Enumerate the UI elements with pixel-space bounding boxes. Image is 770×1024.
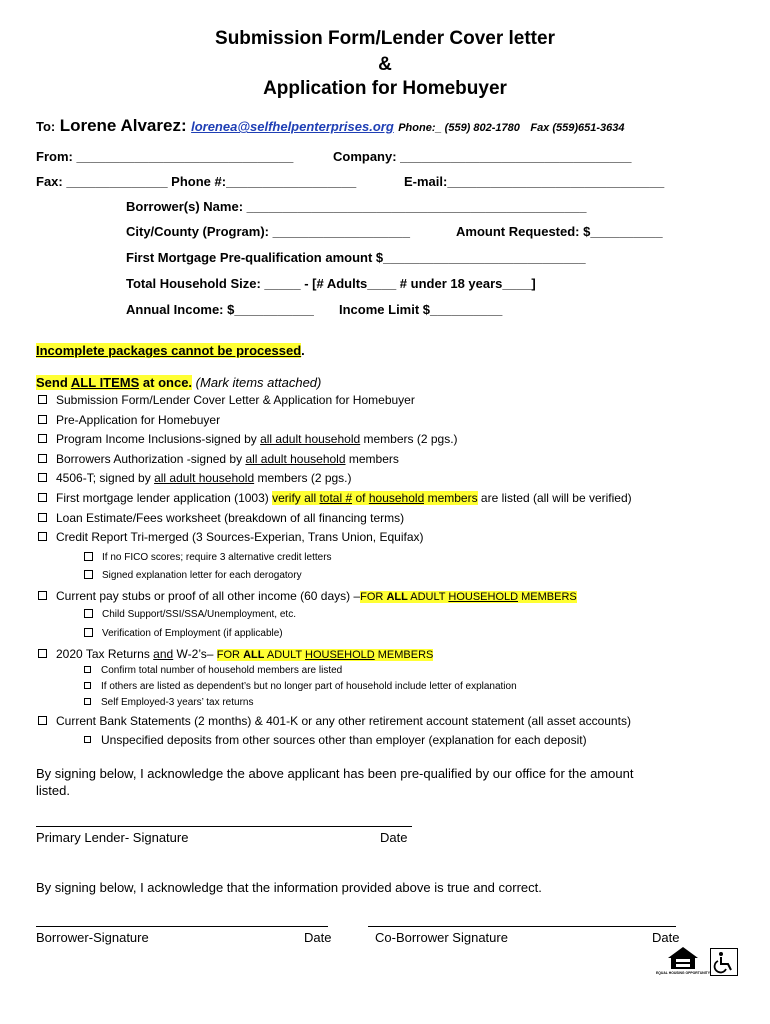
borrower-date-label: Date bbox=[304, 930, 332, 945]
checklist-item-highlight: HOUSEHOLD bbox=[305, 649, 375, 661]
checkbox[interactable] bbox=[84, 628, 93, 637]
checklist-item-emphasis: all adult household bbox=[260, 432, 361, 446]
checklist-item-label: are listed (all will be verified) bbox=[477, 491, 632, 505]
checklist-subitem-label: Confirm total number of household members are listed bbox=[101, 665, 343, 676]
equal-housing-icon bbox=[655, 945, 711, 979]
checkbox[interactable] bbox=[38, 716, 47, 725]
checklist-subitem bbox=[84, 697, 253, 708]
checklist-item-highlight: HOUSEHOLD bbox=[448, 591, 519, 603]
checklist-subitem-label: Unspecified deposits from other sources other than employer (explanation for each deposit) bbox=[101, 733, 587, 747]
checklist-item-highlight: ALL bbox=[386, 591, 408, 603]
checklist-item-label: members (2 pgs.) bbox=[254, 471, 352, 485]
recipient-name: Lorene Alvarez: bbox=[59, 116, 187, 135]
checklist-item bbox=[38, 589, 577, 603]
checklist-subitem bbox=[84, 665, 342, 676]
checklist-item bbox=[38, 491, 632, 505]
checklist-item bbox=[38, 530, 423, 544]
checklist-item-highlight: ADULT bbox=[264, 649, 306, 661]
checklist-item-highlight: ADULT bbox=[407, 591, 449, 603]
checklist-item-label: Loan Estimate/Fees worksheet (breakdown of all financing terms) bbox=[56, 511, 405, 525]
checkbox[interactable] bbox=[84, 736, 91, 743]
annual-income-field[interactable]: Annual Income: $___________ bbox=[126, 302, 314, 317]
checkbox[interactable] bbox=[84, 682, 91, 689]
checklist-subitem bbox=[84, 609, 296, 620]
checkbox[interactable] bbox=[38, 454, 47, 463]
checklist-item-highlight: total # bbox=[319, 491, 353, 505]
checkbox[interactable] bbox=[38, 513, 47, 522]
title-line-3: Application for Homebuyer bbox=[263, 78, 507, 99]
accessibility-icon bbox=[710, 948, 738, 976]
checklist-item-label: W-2’s– bbox=[173, 647, 217, 661]
recipient-email-link[interactable]: lorenea@selfhelpenterprises.org bbox=[191, 119, 394, 134]
lender-date-label: Date bbox=[380, 830, 408, 845]
lender-signature-line[interactable] bbox=[36, 826, 412, 827]
checklist-subitem-label: Verification of Employment (if applicable) bbox=[102, 628, 283, 639]
checklist-item bbox=[38, 413, 220, 427]
checklist-subitem-label: Signed explanation letter for each derogatory bbox=[102, 570, 302, 581]
checklist-item-emphasis: and bbox=[153, 647, 174, 661]
incomplete-notice-text: Incomplete packages cannot be processed bbox=[36, 343, 302, 358]
checklist-item bbox=[38, 511, 404, 525]
checklist-subitem bbox=[84, 681, 517, 692]
checkbox[interactable] bbox=[38, 649, 47, 658]
income-limit-field[interactable]: Income Limit $__________ bbox=[339, 302, 503, 317]
checklist-item-label: members (2 pgs.) bbox=[360, 432, 458, 446]
checkbox[interactable] bbox=[38, 434, 47, 443]
title-line-2: & bbox=[378, 54, 392, 75]
checklist-item bbox=[38, 393, 415, 407]
checklist-item-highlight: members bbox=[424, 491, 478, 505]
title-line-1: Submission Form/Lender Cover letter bbox=[215, 28, 555, 49]
checklist-item-label: Program Income Inclusions-signed by bbox=[56, 432, 261, 446]
primary-lender-label: Primary Lender- Signature bbox=[36, 830, 189, 845]
to-line bbox=[36, 116, 625, 136]
checkbox[interactable] bbox=[38, 493, 47, 502]
incomplete-notice-period: . bbox=[301, 343, 305, 358]
checklist-item bbox=[38, 452, 399, 466]
checkbox[interactable] bbox=[38, 532, 47, 541]
checklist-item-emphasis: all adult household bbox=[154, 471, 255, 485]
checkbox[interactable] bbox=[84, 666, 91, 673]
checklist-subitem-label: If others are listed as dependent’s but no longer part of household include letter of explanation bbox=[101, 681, 517, 692]
checklist-item-emphasis: all adult household bbox=[245, 452, 346, 466]
checklist-item-highlight: ALL bbox=[243, 649, 265, 661]
checklist-item-label: members bbox=[345, 452, 399, 466]
checklist-item-highlight: MEMBERS bbox=[374, 649, 434, 661]
checklist-subitem-label: Self Employed-3 years’ tax returns bbox=[101, 697, 254, 708]
checklist-item-label: 2020 Tax Returns bbox=[56, 647, 154, 661]
checklist-subitem bbox=[84, 733, 587, 747]
acknowledgement-lender-cont: listed. bbox=[36, 783, 70, 798]
checklist-item bbox=[38, 647, 433, 661]
borrower-signature-label: Borrower-Signature bbox=[36, 930, 149, 945]
fax-phone-field[interactable]: Fax: ______________ Phone #:__________________ bbox=[36, 174, 357, 189]
equal-housing-text: EQUAL HOUSING OPPORTUNITY bbox=[655, 971, 711, 975]
checkbox[interactable] bbox=[84, 609, 93, 618]
from-field[interactable]: From: ______________________________ bbox=[36, 149, 294, 164]
checklist-item bbox=[38, 471, 352, 485]
checklist-item bbox=[38, 714, 631, 728]
mark-items-text: (Mark items attached) bbox=[192, 375, 322, 390]
checklist-item-label: First mortgage lender application (1003) bbox=[56, 491, 273, 505]
send-text-a: Send bbox=[36, 375, 71, 390]
checklist-subitem bbox=[84, 628, 283, 639]
household-size-field[interactable]: Total Household Size: _____ - [# Adults____ # under 18 years____] bbox=[126, 276, 536, 291]
checklist-item-label: Current Bank Statements (2 months) & 401-K or any other retirement account statement (all asset accounts) bbox=[56, 714, 631, 728]
checklist-item-label: 4506-T; signed by bbox=[56, 471, 155, 485]
checkbox[interactable] bbox=[38, 473, 47, 482]
checkbox[interactable] bbox=[84, 570, 93, 579]
checklist-item-highlight: of bbox=[352, 491, 369, 505]
amount-requested-field[interactable]: Amount Requested: $__________ bbox=[456, 224, 663, 239]
to-label: To: bbox=[36, 119, 56, 134]
checklist-item-label: Credit Report Tri-merged (3 Sources-Experian, Trans Union, Equifax) bbox=[56, 530, 424, 544]
checkbox[interactable] bbox=[38, 395, 47, 404]
send-text-c: at once. bbox=[139, 375, 193, 390]
checklist-subitem-label: Child Support/SSI/SSA/Unemployment, etc. bbox=[102, 609, 296, 620]
send-all-notice bbox=[36, 375, 321, 390]
checklist-item-label: Submission Form/Lender Cover Letter & Application for Homebuyer bbox=[56, 393, 415, 407]
recipient-fax: Fax (559)651-3634 bbox=[530, 122, 625, 134]
checklist-subitem bbox=[84, 552, 332, 563]
acknowledgement-lender: By signing below, I acknowledge the above applicant has been pre-qualified by our office for the amount bbox=[36, 766, 634, 781]
first-mortgage-field[interactable]: First Mortgage Pre-qualification amount $____________________________ bbox=[126, 250, 586, 265]
checklist-subitem bbox=[84, 570, 302, 581]
coborrower-signature-label: Co-Borrower Signature bbox=[375, 930, 508, 945]
coborrower-signature-line[interactable] bbox=[368, 926, 676, 927]
coborrower-date-label: Date bbox=[652, 930, 680, 945]
checkbox[interactable] bbox=[38, 591, 47, 600]
checklist-item-highlight: MEMBERS bbox=[518, 591, 577, 603]
checkbox[interactable] bbox=[84, 552, 93, 561]
send-text-b: ALL ITEMS bbox=[70, 375, 140, 390]
borrowers-name-field[interactable]: Borrower(s) Name: _______________________________________________ bbox=[126, 199, 587, 214]
incomplete-notice bbox=[36, 343, 305, 358]
recipient-phone: Phone:_ (559) 802-1780 bbox=[398, 122, 520, 134]
email-field[interactable]: E-mail:______________________________ bbox=[404, 174, 665, 189]
checkbox[interactable] bbox=[38, 415, 47, 424]
checklist-subitem-label: If no FICO scores; require 3 alternative credit letters bbox=[102, 552, 332, 563]
checklist-item-highlight: household bbox=[368, 491, 425, 505]
checkbox[interactable] bbox=[84, 698, 91, 705]
checklist-item-highlight: verify all bbox=[272, 491, 320, 505]
city-county-field[interactable]: City/County (Program): ___________________ bbox=[126, 224, 410, 239]
borrower-signature-line[interactable] bbox=[36, 926, 328, 927]
acknowledgement-borrower: By signing below, I acknowledge that the information provided above is true and correct. bbox=[36, 880, 542, 895]
checklist-item-highlight: FOR bbox=[360, 591, 387, 603]
checklist-item-label: Pre-Application for Homebuyer bbox=[56, 413, 221, 427]
checklist-item bbox=[38, 432, 458, 446]
checklist-item-label: Current pay stubs or proof of all other income (60 days) – bbox=[56, 589, 361, 603]
checklist-item-highlight: FOR bbox=[216, 649, 244, 661]
checklist-item-label: Borrowers Authorization -signed by bbox=[56, 452, 246, 466]
company-field[interactable]: Company: ________________________________ bbox=[333, 149, 632, 164]
